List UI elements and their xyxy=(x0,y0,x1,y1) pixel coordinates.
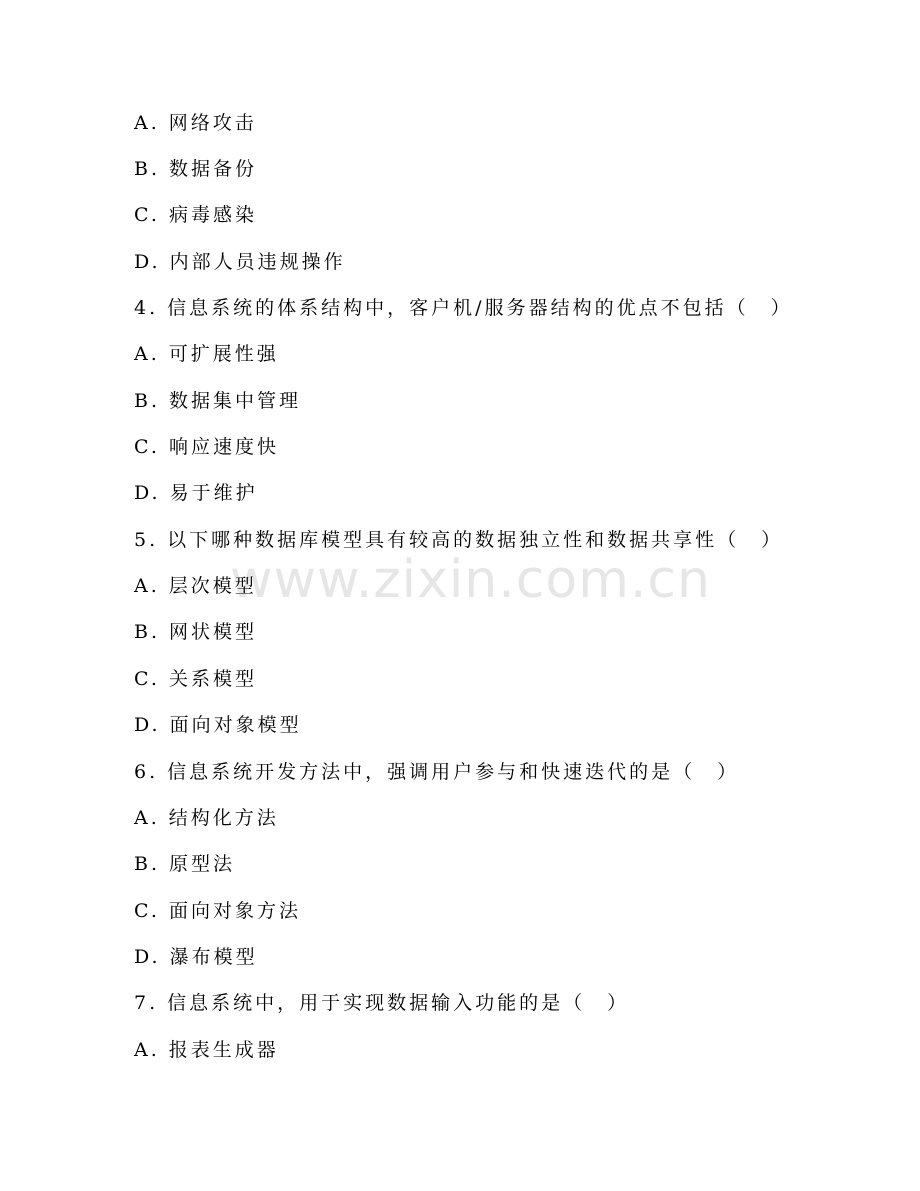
option-a-q5: A. 层次模型 xyxy=(134,575,257,597)
option-a-q6: A. 结构化方法 xyxy=(134,807,279,829)
option-d-q3: D. 内部人员违规操作 xyxy=(134,251,346,273)
watermark: www.zixin.com.cn xyxy=(230,550,711,610)
option-d-q5: D. 面向对象模型 xyxy=(134,714,302,736)
option-d-q6: D. 瀑布模型 xyxy=(134,946,258,968)
option-c-q6: C. 面向对象方法 xyxy=(134,900,301,922)
question-5: 5. 以下哪种数据库模型具有较高的数据独立性和数据共享性（ ） xyxy=(134,529,784,551)
option-a-q7: A. 报表生成器 xyxy=(134,1039,279,1061)
option-b-q5: B. 网状模型 xyxy=(134,621,258,643)
option-a-q4: A. 可扩展性强 xyxy=(134,343,279,365)
option-c-q4: C. 响应速度快 xyxy=(134,436,279,458)
option-b-q4: B. 数据集中管理 xyxy=(134,390,302,412)
option-c-q5: C. 关系模型 xyxy=(134,668,257,690)
question-7: 7. 信息系统中，用于实现数据输入功能的是（ ） xyxy=(134,992,630,1014)
option-a-q3: A. 网络攻击 xyxy=(134,112,257,134)
question-4: 4. 信息系统的体系结构中，客户机/服务器结构的优点不包括（ ） xyxy=(134,297,793,319)
option-c-q3: C. 病毒感染 xyxy=(134,204,257,226)
option-d-q4: D. 易于维护 xyxy=(134,482,258,504)
option-b-q3: B. 数据备份 xyxy=(134,158,258,180)
question-6: 6. 信息系统开发方法中，强调用户参与和快速迭代的是（ ） xyxy=(134,761,740,783)
option-b-q6: B. 原型法 xyxy=(134,853,236,875)
